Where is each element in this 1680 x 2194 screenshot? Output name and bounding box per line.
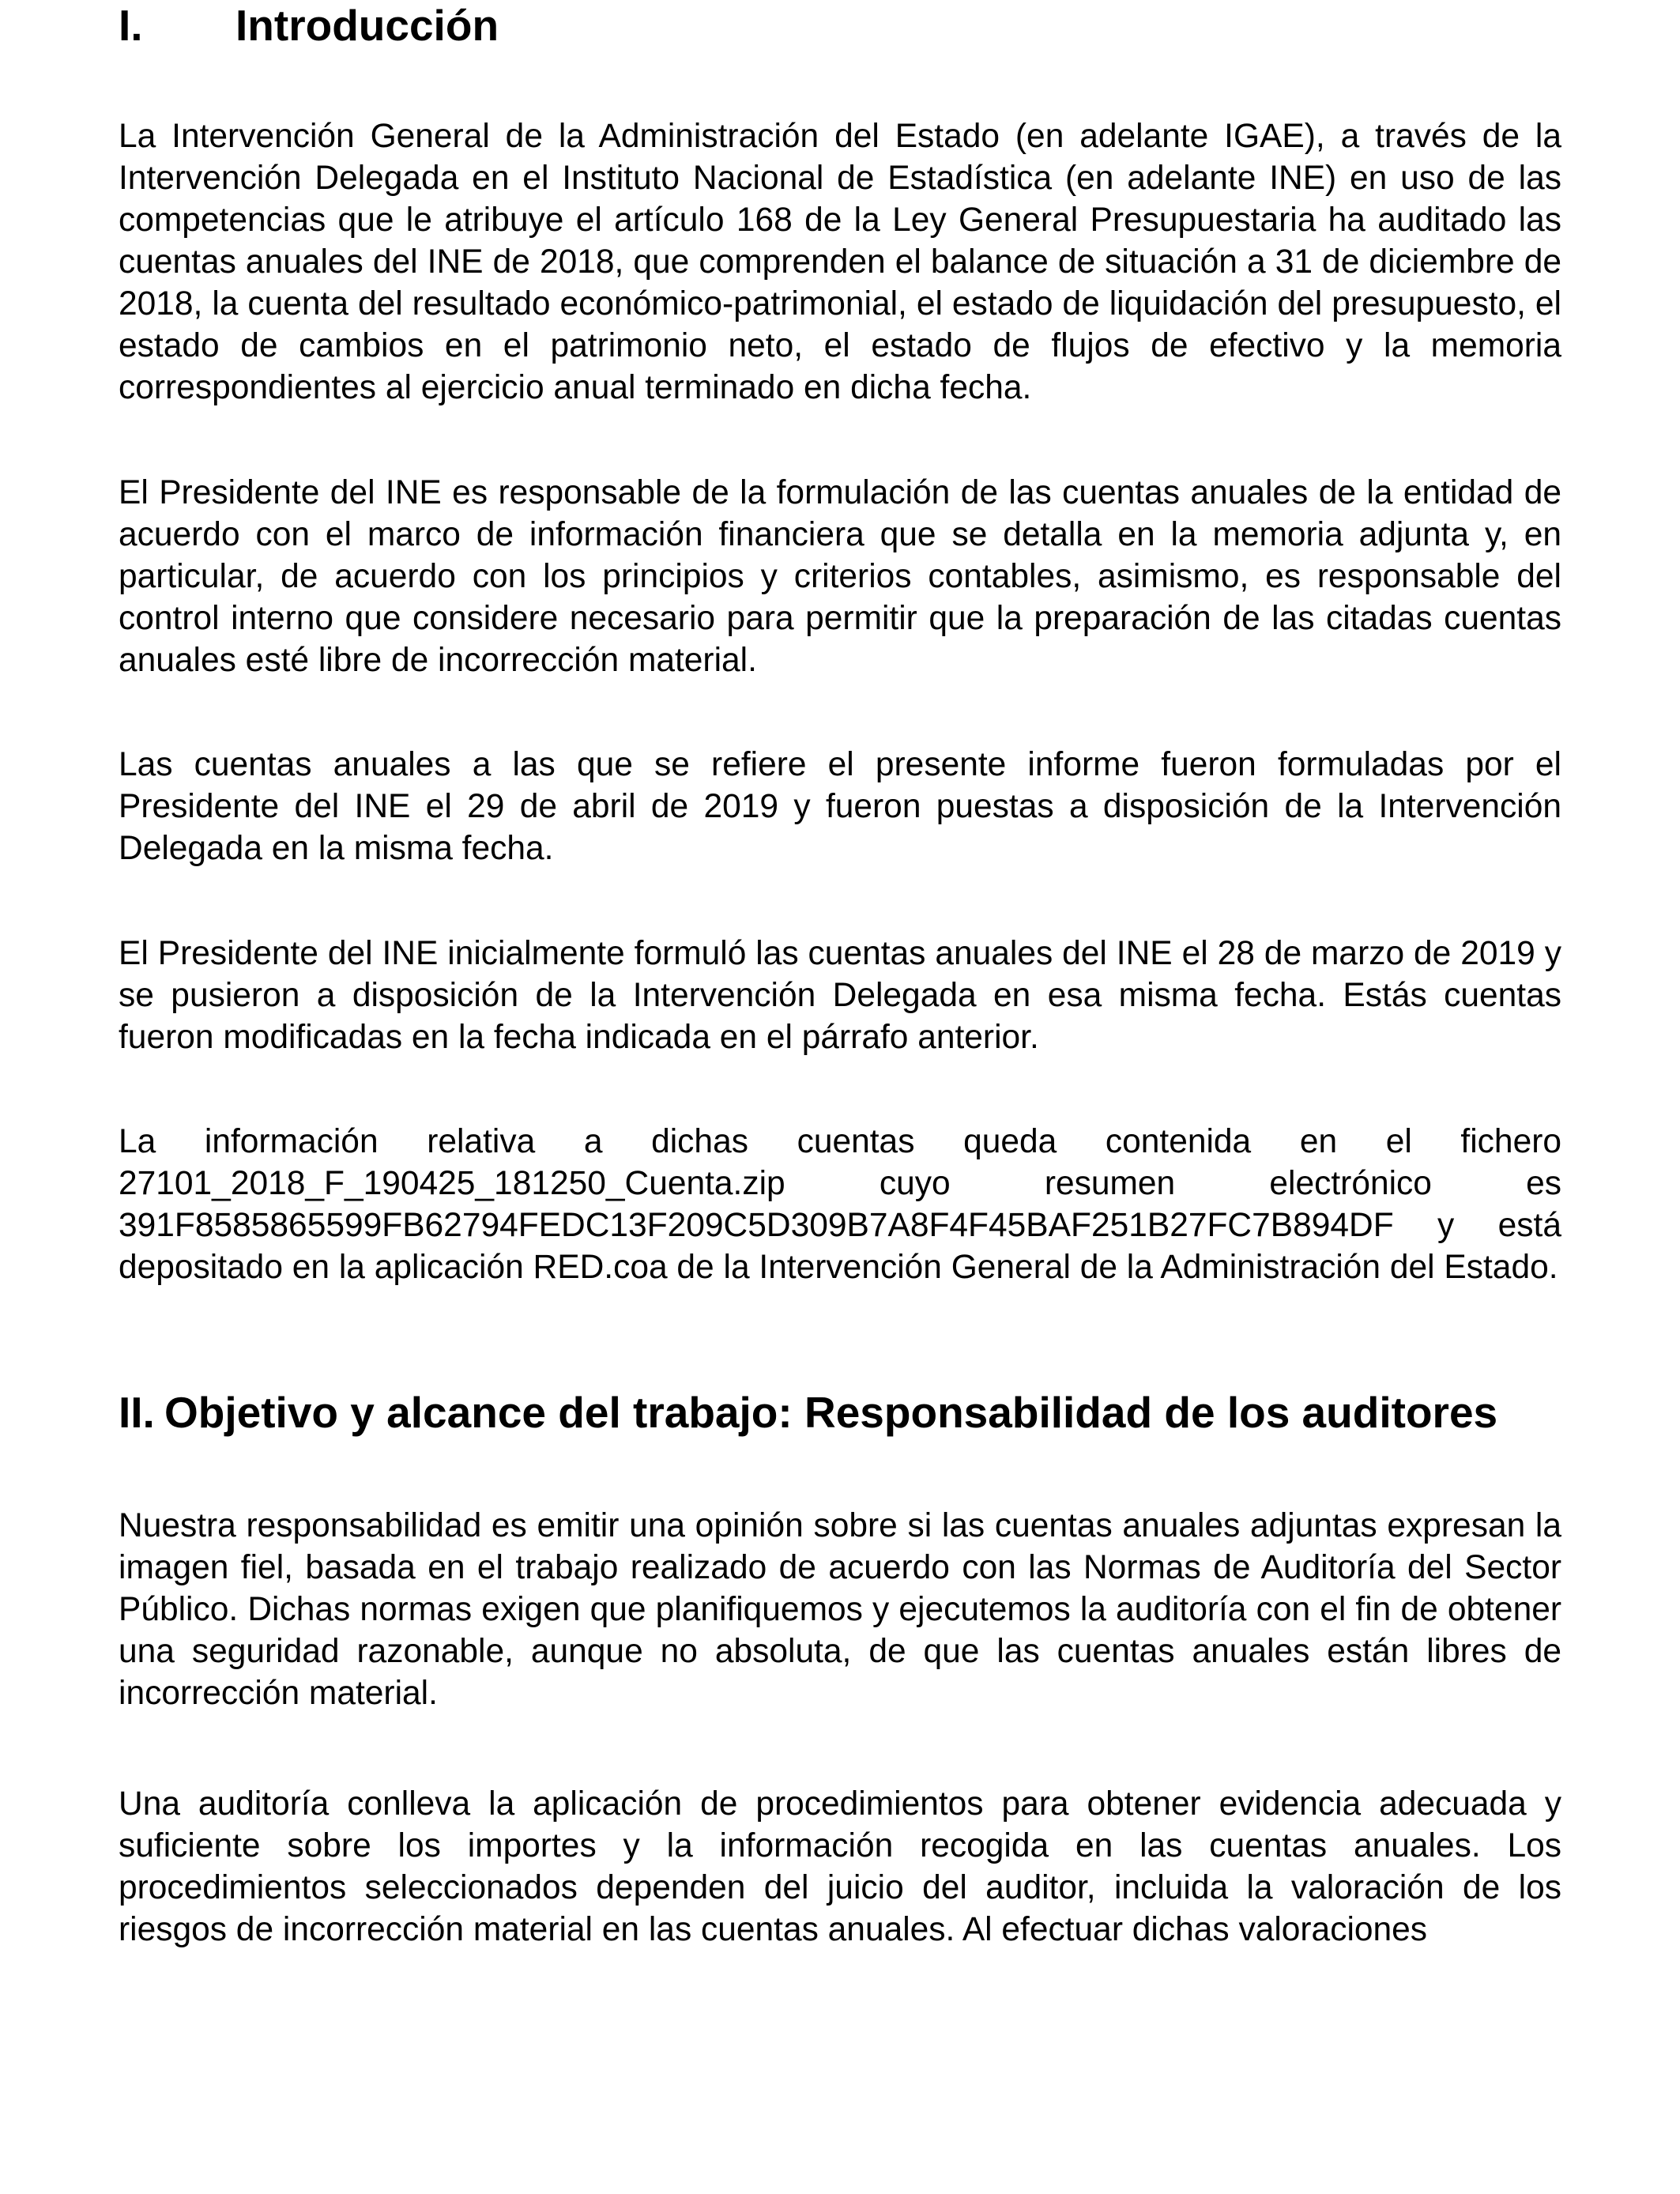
section-title: Introducción bbox=[235, 1, 499, 50]
paragraph-initial-formulation: El Presidente del INE inicialmente formuló las cuentas anuales del INE el 28 de marzo de 2019 y se pusieron a disposición de la Intervención Delegada en esa misma fecha. Estás cuentas fueron modificadas en la fecha indicada en el párrafo anterior. bbox=[119, 935, 1561, 1056]
section-heading-objetivo bbox=[119, 1387, 1561, 1438]
section-number: II. bbox=[119, 1388, 155, 1437]
paragraph-file-info: La información relativa a dichas cuentas queda contenida en el fichero 27101_2018_F_190425_181250_Cuenta.zip cuyo resumen electrónico es 391F8585865599FB62794FEDC13F209C5D309B7A8F4F45BAF251B27FC7B894DF y está depositado en la aplicación RED.coa de la Intervención General de la Administración del Estado. bbox=[119, 1123, 1561, 1286]
paragraph-auditor-responsibility: Nuestra responsabilidad es emitir una opinión sobre si las cuentas anuales adjuntas expresan la imagen fiel, basada en el trabajo realizado de acuerdo con las Normas de Auditoría del Sector Público. Dichas normas exigen que planifiquemos y ejecutemos la auditoría con el fin de obtener una seguridad razonable, aunque no absoluta, de que las cuentas anuales están libres de incorrección material. bbox=[119, 1507, 1561, 1712]
section-heading-introduccion bbox=[119, 0, 1561, 51]
paragraph-president-responsibility: El Presidente del INE es responsable de la formulación de las cuentas anuales de la entidad de acuerdo con el marco de información financiera que se detalla en la memoria adjunta y, en particular, de acuerdo con los principios y criterios contables, asimismo, es responsable del control interno que considere necesario para permitir que la preparación de las citadas cuentas anuales esté libre de incorrección material. bbox=[119, 474, 1561, 679]
section-title: Objetivo y alcance del trabajo: Responsabilidad de los auditores bbox=[164, 1388, 1498, 1437]
paragraph-igae-audit: La Intervención General de la Administración del Estado (en adelante IGAE), a través de la Intervención Delegada en el Instituto Nacional de Estadística (en adelante INE) en uso de las competencias que le atribuye el artículo 168 de la Ley General Presupuestaria ha auditado las cuentas anuales del INE de 2018, que comprenden el balance de situación a 31 de diciembre de 2018, la cuenta del resultado económico-patrimonial, el estado de liquidación del presupuesto, el estado de cambios en el patrimonio neto, el estado de flujos de efectivo y la memoria correspondientes al ejercicio anual terminado en dicha fecha. bbox=[119, 118, 1561, 406]
paragraph-formulation-date: Las cuentas anuales a las que se refiere el presente informe fueron formuladas por el Presidente del INE el 29 de abril de 2019 y fueron puestas a disposición de la Intervención Delegada en la misma fecha. bbox=[119, 746, 1561, 867]
paragraph-audit-procedures: Una auditoría conlleva la aplicación de procedimientos para obtener evidencia adecuada y suficiente sobre los importes y la información recogida en las cuentas anuales. Los procedimientos seleccionados dependen del juicio del auditor, incluida la valoración de los riesgos de incorrección material en las cuentas anuales. Al efectuar dichas valoraciones bbox=[119, 1785, 1561, 1948]
section-number: I. bbox=[119, 1, 143, 50]
